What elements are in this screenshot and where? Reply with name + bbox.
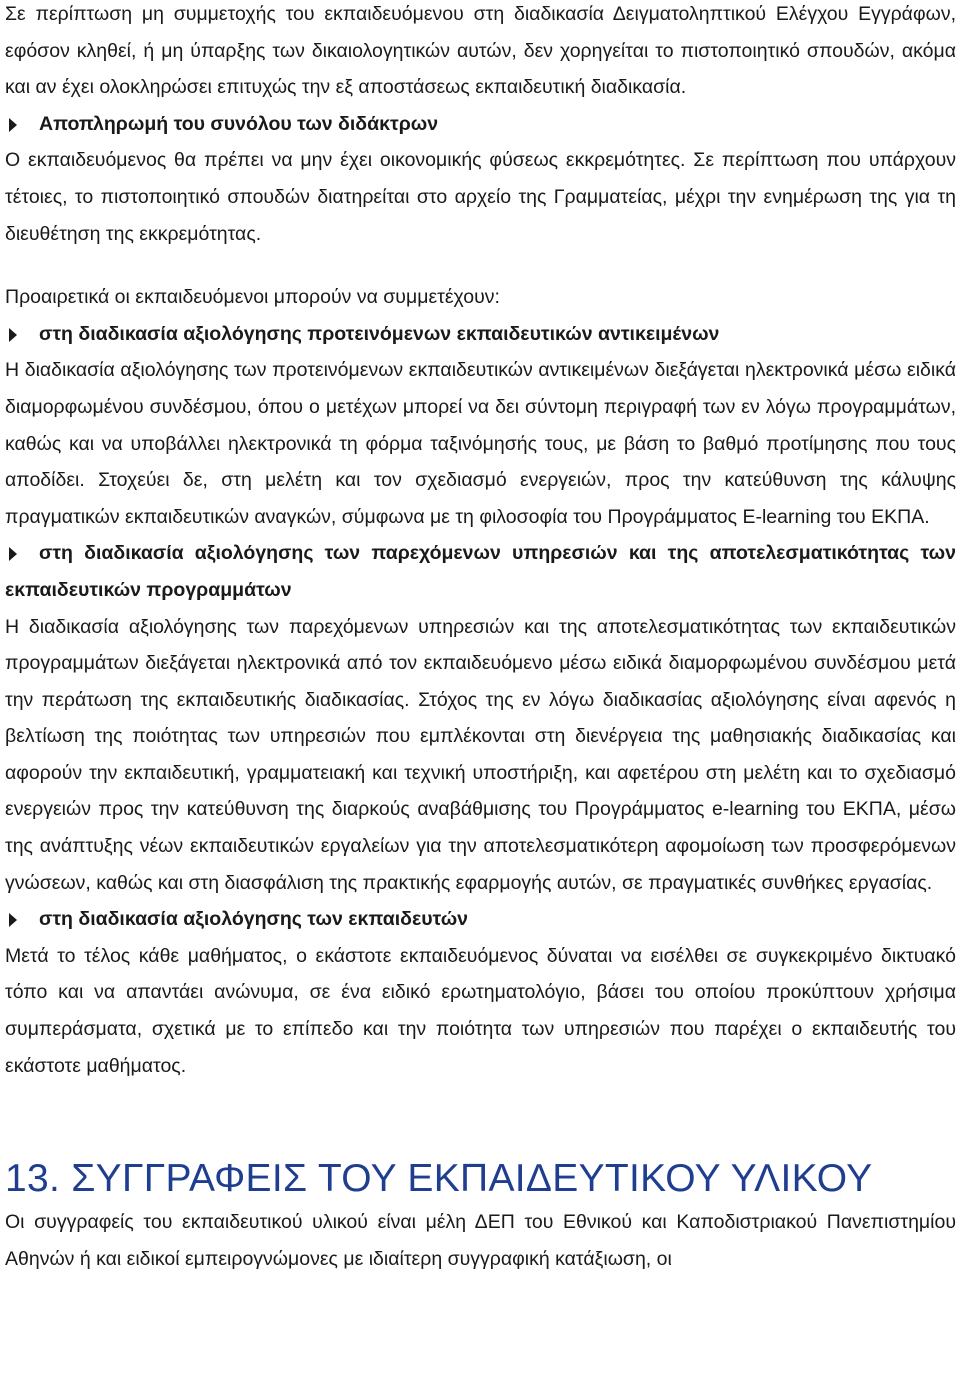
heading-objects-text: στη διαδικασία αξιολόγησης προτεινόμενων εκπαιδευτικών αντικειμένων	[39, 322, 720, 345]
heading-services-text: στη διαδικασία αξιολόγησης των παρεχόμενων υπηρεσιών και της αποτελεσματικότητας των εκπαιδευτικών προγραμμάτων	[5, 542, 956, 601]
bullet-triangle-icon	[9, 118, 17, 132]
spacer	[5, 1084, 956, 1156]
educators-paragraph: Μετά το τέλος κάθε μαθήματος, ο εκάστοτε εκπαιδευόμενος δύναται να εισέλθει σε συγκεκριμένο δικτυακό τόπο και να απαντάει ανώνυμα, σε ένα ειδικό ερωτηματολόγιο, βάσει του οποίου προκύπτουν χρήσιμα συμπεράσματα, σχετικά με το επίπεδο και την ποιότητα των υπηρεσιών που παρέχει ο εκπαιδευτής του εκάστοτε μαθήματος.	[5, 944, 956, 1077]
section-title: 13. ΣΥΓΓΡΑΦΕΙΣ ΤΟΥ ΕΚΠΑΙΔΕΥΤΙΚΟΥ ΥΛΙΚΟΥ	[5, 1157, 873, 1201]
spacer	[5, 252, 956, 279]
services-paragraph: Η διαδικασία αξιολόγησης των παρεχόμενων υπηρεσιών και της αποτελεσματικότητας των εκπαιδευτικών προγραμμάτων διεξάγεται ηλεκτρονικά από τον εκπαιδευόμενο μέσω ειδικά διαμορφωμένου συνδέσμου μετά την περάτωση της εκπαιδευτικής διαδικασίας. Στόχος της εν λόγω διαδικασίας αξιολόγησης είναι αφενός η βελτίωση της ποιότητας των υπηρεσιών που εμπλέκονται στη διενέργεια της μαθησιακής διαδικασίας και αφορούν την εκπαιδευτική, γραμματειακή και τεχνική υποστήριξη, και αφετέρου στη μελέτη και το σχεδιασμό ενεργειών προς την κατεύθυνση της διαρκούς αναβάθμισης του Προγράμματος e-learning του ΕΚΠΑ, μέσω της ανάπτυξης νέων εκπαιδευτικών εργαλείων για την αποτελεσματικότερη αφομοίωση των προσφερόμενων γνώσεων, καθώς και στη διασφάλιση της πρακτικής εφαρμογής αυτών, σε πραγματικές συνθήκες εργασίας.	[5, 615, 956, 894]
optional-intro-paragraph: Προαιρετικά οι εκπαιδευόμενοι μπορούν να συμμετέχουν:	[5, 286, 500, 309]
bullet-triangle-icon	[9, 547, 17, 561]
tuition-paragraph: Ο εκπαιδευόμενος θα πρέπει να μην έχει οικονομικής φύσεως εκκρεμότητες. Σε περίπτωση που υπάρχουν τέτοιες, το πιστοποιητικό σπουδών διατηρείται στο αρχείο της Γραμματείας, μέχρι την ενημέρωση της για τη διευθέτηση της εκκρεμότητας.	[5, 149, 956, 245]
authors-paragraph: Οι συγγραφείς του εκπαιδευτικού υλικού είναι μέλη ΔΕΠ του Εθνικού και Καποδιστριακού Πανεπιστημίου Αθηνών ή και ειδικοί εμπειρογνώμονες με ιδιαίτερη συγγραφική κατάξιωση, οι	[5, 1211, 956, 1270]
bullet-triangle-icon	[9, 913, 17, 927]
heading-educators-text: στη διαδικασία αξιολόγησης των εκπαιδευτών	[39, 908, 469, 931]
heading-objects	[5, 316, 956, 353]
intro-paragraph: Σε περίπτωση μη συμμετοχής του εκπαιδευόμενου στη διαδικασία Δειγματοληπτικού Ελέγχου Εγγράφων, εφόσον κληθεί, ή μη ύπαρξης των δικαιολογητικών αυτών, δεν χορηγείται το πιστοποιητικό σπουδών, ακόμα και αν έχει ολοκληρώσει επιτυχώς την εξ αποστάσεως εκπαιδευτική διαδικασία.	[5, 3, 956, 99]
heading-tuition	[5, 106, 956, 143]
heading-educators	[5, 901, 956, 938]
heading-tuition-text: Αποπληρωμή του συνόλου των διδάκτρων	[39, 112, 439, 135]
heading-services	[5, 535, 956, 608]
objects-paragraph: Η διαδικασία αξιολόγησης των προτεινόμενων εκπαιδευτικών αντικειμένων διεξάγεται ηλεκτρονικά μέσω ειδικά διαμορφωμένου συνδέσμου, όπου ο μετέχων μπορεί να δει σύντομη περιγραφή των εν λόγω προγραμμάτων, καθώς και να υποβάλλει ηλεκτρονικά τη φόρμα ταξινόμησής τους, με βάση το βαθμό προτίμησης που τους αποδίδει. Στοχεύει δε, στη μελέτη και τον σχεδιασμό ενεργειών, προς την κατεύθυνση της κάλυψης πραγματικών εκπαιδευτικών αναγκών, σύμφωνα με τη φιλοσοφία του Προγράμματος E-learning του ΕΚΠΑ.	[5, 359, 956, 528]
bullet-triangle-icon	[9, 328, 17, 342]
